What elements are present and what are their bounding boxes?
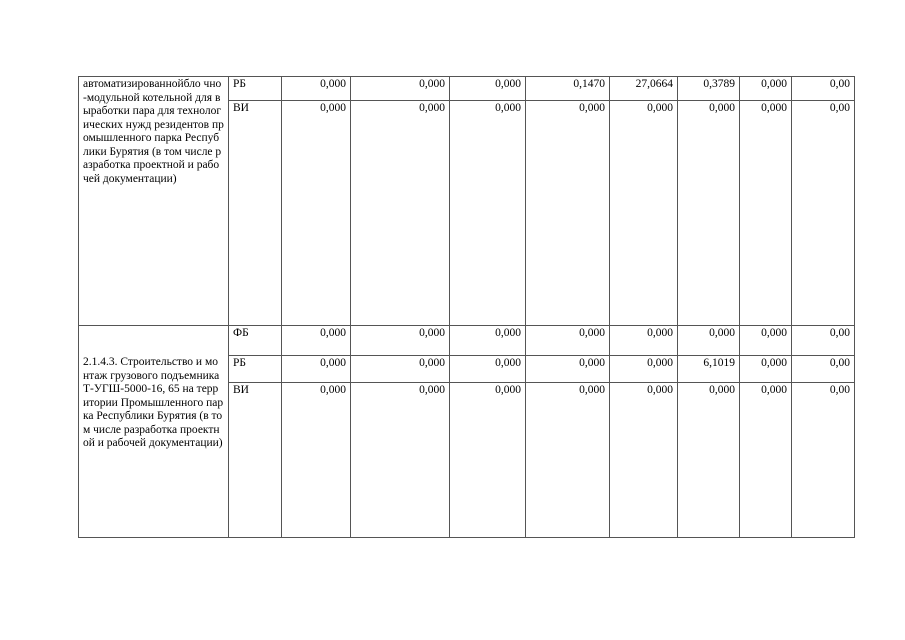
table-row	[79, 77, 855, 101]
value-cell: 0,00	[792, 77, 855, 101]
funding-source-cell: ВИ	[229, 383, 282, 538]
funding-source-cell: ФБ	[229, 326, 282, 356]
value-cell: 0,000	[740, 383, 792, 538]
funding-source-cell: РБ	[229, 77, 282, 101]
value-cell: 0,00	[792, 326, 855, 356]
value-cell: 0,000	[282, 356, 351, 383]
value-cell: 0,000	[450, 356, 526, 383]
value-cell: 0,000	[450, 383, 526, 538]
value-cell: 0,000	[450, 326, 526, 356]
value-cell: 0,000	[450, 77, 526, 101]
value-cell: 0,000	[678, 326, 740, 356]
measure-description: 2.1.4.3. Строительство и монтаж грузового подъемника Т-УГШ-5000-16, 65 на территории Промышленного парка Республики Бурятия (в том числе разработка проектной и рабочей документации)	[83, 356, 224, 449]
value-cell: 0,000	[351, 356, 450, 383]
measure-description-cell	[79, 77, 229, 326]
value-cell: 0,00	[792, 383, 855, 538]
value-cell: 0,000	[740, 77, 792, 101]
value-cell: 0,000	[526, 101, 610, 326]
value-cell: 0,000	[740, 326, 792, 356]
value-cell: 0,000	[282, 326, 351, 356]
value-cell: 0,00	[792, 101, 855, 326]
budget-table	[78, 76, 855, 538]
value-cell: 0,000	[282, 383, 351, 538]
value-cell: 0,000	[610, 326, 678, 356]
funding-source-cell: ВИ	[229, 101, 282, 326]
measure-description: автоматизированнойбло чно-модульной котельной для выработки пара для технологических нужд резидентов промышленного парка Республики Бурятия (в том числе разработка проектной и рабочей документации)	[83, 78, 224, 185]
value-cell: 0,000	[678, 101, 740, 326]
value-cell: 0,000	[351, 101, 450, 326]
value-cell: 0,1470	[526, 77, 610, 101]
value-cell: 0,000	[526, 356, 610, 383]
value-cell: 0,000	[450, 101, 526, 326]
value-cell: 0,000	[678, 383, 740, 538]
value-cell: 0,000	[351, 77, 450, 101]
value-cell: 0,3789	[678, 77, 740, 101]
funding-source-cell: РБ	[229, 356, 282, 383]
value-cell: 0,000	[740, 101, 792, 326]
value-cell: 0,000	[282, 101, 351, 326]
table-row	[79, 326, 855, 356]
value-cell: 0,000	[610, 356, 678, 383]
value-cell: 0,000	[282, 77, 351, 101]
value-cell: 0,000	[351, 326, 450, 356]
value-cell: 0,000	[740, 356, 792, 383]
value-cell: 6,1019	[678, 356, 740, 383]
value-cell: 0,00	[792, 356, 855, 383]
value-cell: 27,0664	[610, 77, 678, 101]
value-cell: 0,000	[526, 383, 610, 538]
value-cell: 0,000	[351, 383, 450, 538]
value-cell: 0,000	[526, 326, 610, 356]
measure-description-cell	[79, 326, 229, 538]
value-cell: 0,000	[610, 101, 678, 326]
value-cell: 0,000	[610, 383, 678, 538]
